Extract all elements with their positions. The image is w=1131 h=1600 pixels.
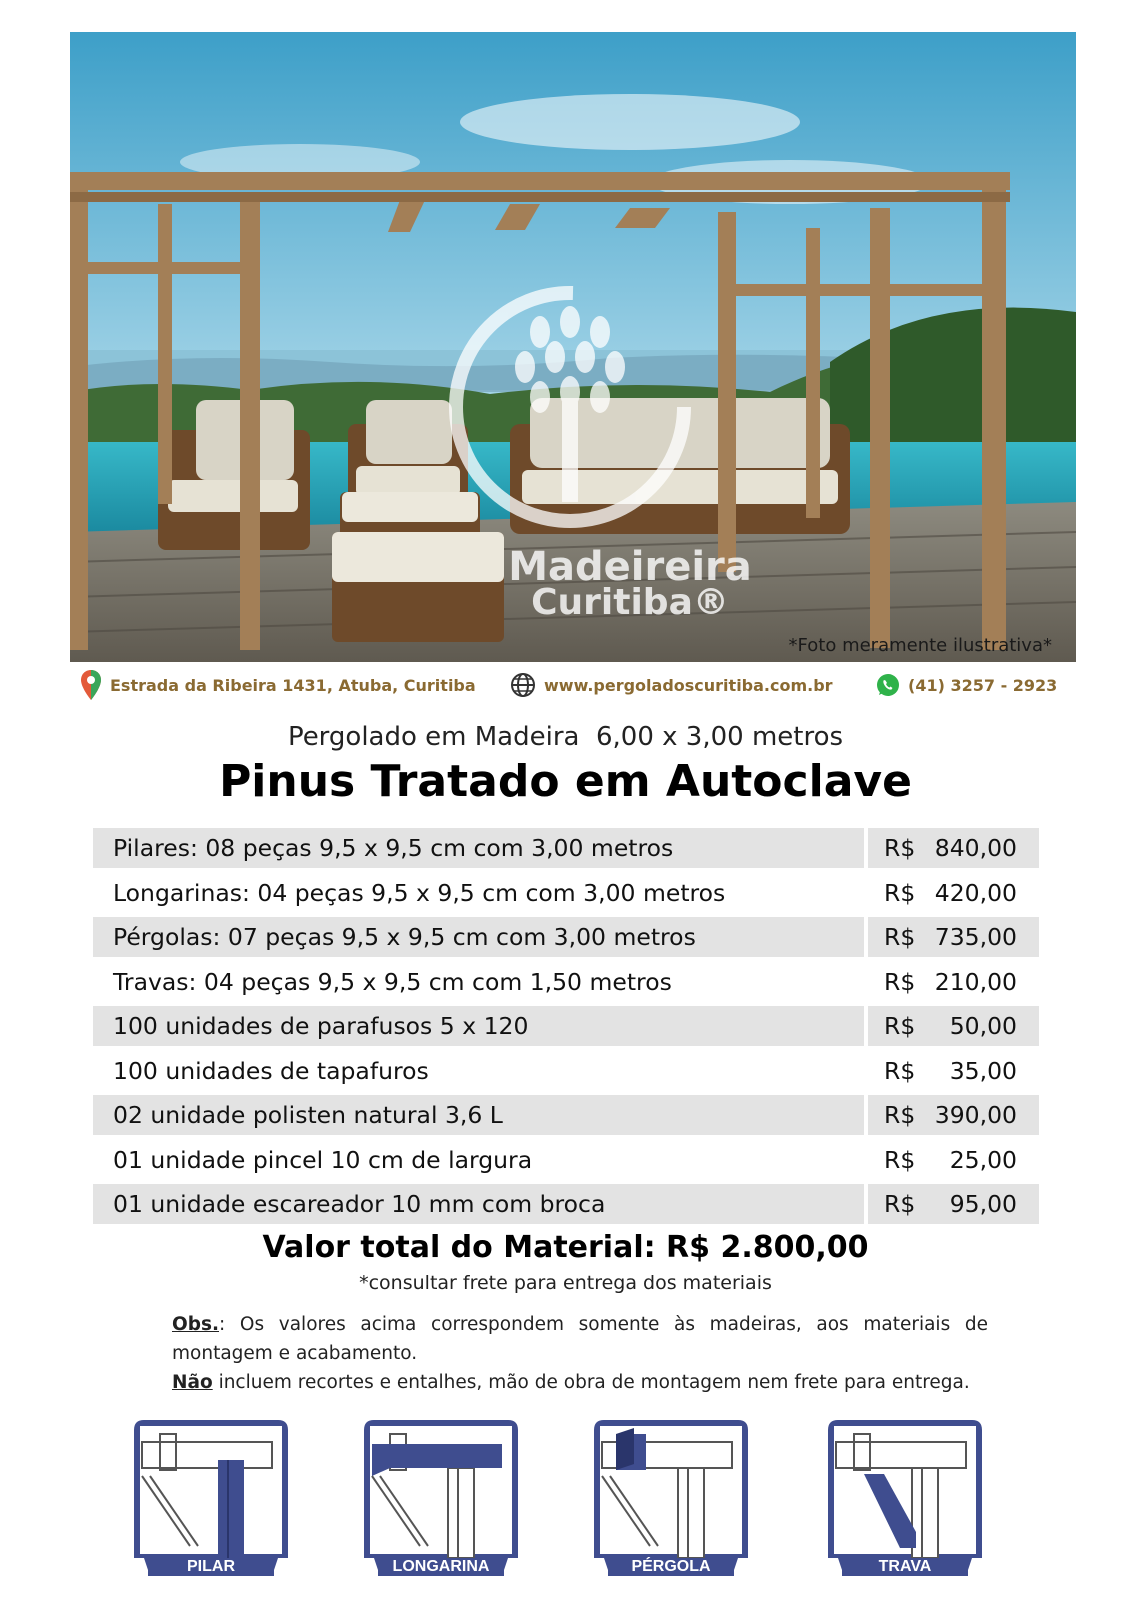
- hero-photo: [70, 32, 1076, 662]
- item-description: Pilares: 08 peças 9,5 x 9,5 cm com 3,00 metros: [93, 828, 864, 868]
- whatsapp-icon: [876, 673, 900, 697]
- joint-trava: [824, 1416, 986, 1582]
- obs-text-2: incluem recortes e entalhes, mão de obra de montagem nem frete para entrega.: [212, 1372, 970, 1393]
- item-description: 100 unidades de tapafuros: [113, 1056, 429, 1085]
- joint-longarina: [360, 1416, 522, 1582]
- joint-pergola: [590, 1416, 752, 1582]
- photo-note: *Foto meramente ilustrativa*: [788, 635, 1052, 656]
- website-link[interactable]: www.pergoladoscuritiba.com.br: [544, 675, 833, 695]
- amount: 420,00: [934, 878, 1017, 907]
- table-row: [93, 1049, 1039, 1094]
- item-description: Travas: 04 peças 9,5 x 9,5 cm com 1,50 metros: [113, 967, 672, 996]
- amount: 35,00: [949, 1056, 1017, 1085]
- currency: R$: [884, 1190, 916, 1219]
- map-pin-icon: [80, 669, 102, 701]
- item-description: Pérgolas: 07 peças 9,5 x 9,5 cm com 3,00 metros: [93, 917, 864, 957]
- item-description: Longarinas: 04 peças 9,5 x 9,5 cm com 3,00 metros: [113, 878, 726, 907]
- pergola-photo-illustration: [70, 32, 1076, 662]
- currency: R$: [884, 1012, 916, 1041]
- obs-paragraph-1: [172, 1310, 988, 1368]
- item-price: [868, 828, 1039, 868]
- currency: R$: [884, 967, 916, 996]
- item-price: [868, 1140, 1039, 1180]
- phone-text[interactable]: (41) 3257 - 2923: [908, 675, 1058, 695]
- amount: 735,00: [934, 923, 1017, 952]
- address: [80, 668, 476, 702]
- page-title: Pinus Tratado em Autoclave: [219, 756, 912, 807]
- amount: 95,00: [949, 1190, 1017, 1219]
- item-price: [868, 1095, 1039, 1135]
- currency: R$: [884, 923, 916, 952]
- currency: R$: [884, 878, 916, 907]
- amount: 50,00: [949, 1012, 1017, 1041]
- joint-label: TRAVA: [878, 1558, 932, 1575]
- obs-label: Obs.: [172, 1314, 220, 1335]
- table-row: [93, 826, 1039, 871]
- joint-label: LONGARINA: [392, 1558, 490, 1575]
- item-price: [868, 917, 1039, 957]
- amount: 390,00: [934, 1101, 1017, 1130]
- item-description: 100 unidades de parafusos 5 x 120: [93, 1006, 864, 1046]
- phone[interactable]: [876, 668, 1057, 702]
- table-row: [93, 1182, 1039, 1227]
- address-text: Estrada da Ribeira 1431, Atuba, Curitiba: [110, 675, 476, 695]
- table-row: [93, 871, 1039, 916]
- website[interactable]: [510, 668, 833, 702]
- observations: [172, 1310, 988, 1397]
- watermark-line1: Madeireira: [508, 544, 752, 590]
- amount: 210,00: [934, 967, 1017, 996]
- amount: 840,00: [934, 834, 1017, 863]
- item-description: 01 unidade escareador 10 mm com broca: [93, 1184, 864, 1224]
- item-description: 02 unidade polisten natural 3,6 L: [93, 1095, 864, 1135]
- obs-text-1: : Os valores acima correspondem somente às madeiras, aos materiais de montagem e acabamento.: [172, 1314, 988, 1364]
- item-price: [868, 873, 1039, 913]
- contact-bar: [80, 668, 1070, 702]
- currency: R$: [884, 1056, 916, 1085]
- freight-note: *consultar frete para entrega dos materiais: [359, 1272, 772, 1294]
- joint-label: PILAR: [187, 1558, 235, 1575]
- table-row: [93, 915, 1039, 960]
- table-row: [93, 1093, 1039, 1138]
- obs-paragraph-2: [172, 1368, 988, 1397]
- joint-pilar: [130, 1416, 292, 1582]
- table-row: [93, 960, 1039, 1005]
- currency: R$: [884, 1145, 916, 1174]
- item-price: [868, 1006, 1039, 1046]
- item-price: [868, 962, 1039, 1002]
- amount: 25,00: [949, 1145, 1017, 1174]
- obs-label-2: Não: [172, 1372, 213, 1393]
- currency: R$: [884, 1101, 916, 1130]
- price-table: [93, 826, 1039, 1227]
- currency: R$: [884, 834, 916, 863]
- total-value: Valor total do Material: R$ 2.800,00: [262, 1230, 869, 1265]
- globe-icon: [510, 672, 536, 698]
- item-price: [868, 1184, 1039, 1224]
- joint-icons: [130, 1416, 1010, 1586]
- watermark-line2: Curitiba®: [531, 582, 729, 623]
- subtitle: Pergolado em Madeira 6,00 x 3,00 metros: [287, 722, 844, 752]
- item-description: 01 unidade pincel 10 cm de largura: [113, 1145, 533, 1174]
- table-row: [93, 1004, 1039, 1049]
- joint-label: PÉRGOLA: [631, 1558, 711, 1575]
- item-price: [868, 1051, 1039, 1091]
- table-row: [93, 1138, 1039, 1183]
